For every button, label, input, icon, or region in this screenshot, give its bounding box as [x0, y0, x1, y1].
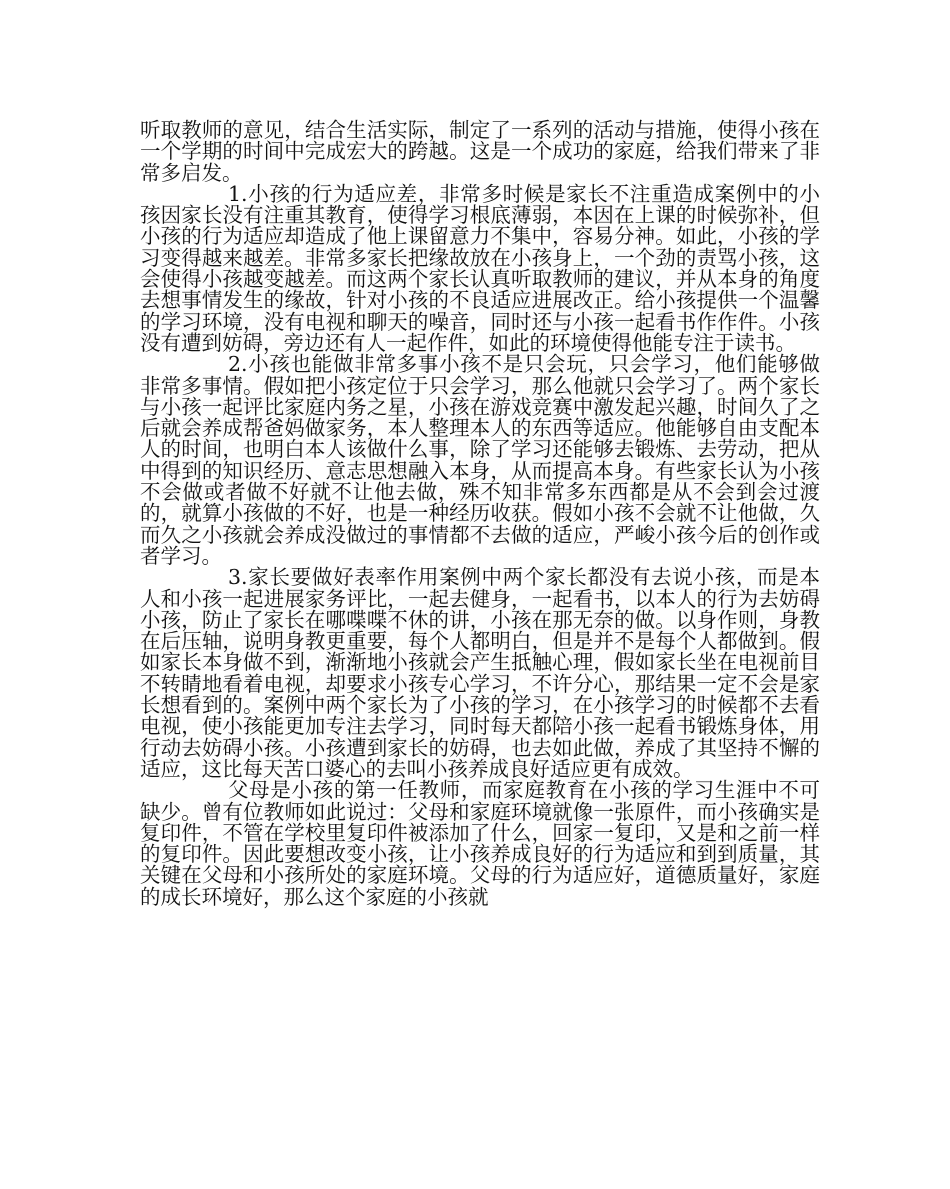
document-page [140, 120, 820, 908]
paragraph-intro: 听取教师的意见，结合生活实际，制定了一系列的活动与措施，使得小孩在一个学期的时间中完成宏大的跨越。这是一个成功的家庭，给我们带来了非常多启发。 [140, 118, 820, 185]
paragraph-point-1: 1.小孩的行为适应差，非常多时候是家长不注重造成案例中的小孩因家长没有注重其教育，使得学习根底薄弱，本因在上课的时候弥补，但小孩的行为适应却造成了他上课留意力不集中，容易分神。如此，小孩的学习变得越来越差。非常多家长把缘故放在小孩身上，一个劲的责骂小孩，这会使得小孩越变越差。而这两个家长认真听取教师的建议，并从本身的角度去想事情发生的缘故，针对小孩的不良适应进展改正。给小孩提供一个温馨的学习环境，没有电视和聊天的噪音，同时还与小孩一起看书作作件。小孩没有遭到妨碍，旁边还有人一起作件，如此的环境使得他能专注于读书。 [140, 181, 820, 355]
paragraph-conclusion: 父母是小孩的第一任教师，而家庭教育在小孩的学习生涯中不可缺少。曾有位教师如此说过：父母和家庭环境就像一张原件，而小孩确实是复印件，不管在学校里复印件被添加了什么，回家一复印，又是和之前一样的复印件。因此要想改变小孩，让小孩养成良好的行为适应和到到质量，其关键在父母和小孩所处的家庭环境。父母的行为适应好，道德质量好，家庭的成长环境好，那么这个家庭的小孩就 [140, 778, 820, 909]
paragraph-point-2: 2.小孩也能做非常多事小孩不是只会玩，只会学习，他们能够做非常多事情。假如把小孩定位于只会学习，那么他就只会学习了。两个家长与小孩一起评比家庭内务之星，小孩在游戏竞赛中激发起兴趣，时间久了之后就会养成帮爸妈做家务，本人整理本人的东西等适应。他能够自由支配本人的时间，也明白本人该做什么事，除了学习还能够去锻炼、去劳动，把从中得到的知识经历、意志思想融入本身，从而提高本身。有些家长认为小孩不会做或者做不好就不让他去做，殊不知非常多东西都是从不会到会过渡的，就算小孩做的不好，也是一种经历收获。假如小孩不会就不让他做，久而久之小孩就会养成没做过的事情都不去做的适应，严峻小孩今后的创作或者学习。 [140, 352, 820, 568]
paragraph-point-3: 3.家长要做好表率作用案例中两个家长都没有去说小孩，而是本人和小孩一起进展家务评比，一起去健身，一起看书，以本人的行为去妨碍小孩，防止了家长在哪喋喋不休的讲，小孩在那无奈的做。以身作则，身教在后压轴，说明身教更重要，每个人都明白，但是并不是每个人都做到。假如家长本身做不到，渐渐地小孩就会产生抵触心理，假如家长坐在电视前目不转睛地看着电视，却要求小孩专心学习，不许分心，那结果一定不会是家长想看到的。案例中两个家长为了小孩的学习，在小孩学习的时候都不去看电视，使小孩能更加专注去学习，同时每天都陪小孩一起看书锻炼身体，用行动去妨碍小孩。小孩遭到家长的妨碍，也去如此做，养成了其坚持不懈的适应，这比每天苦口婆心的去叫小孩养成良好适应更有成效。 [140, 565, 820, 781]
